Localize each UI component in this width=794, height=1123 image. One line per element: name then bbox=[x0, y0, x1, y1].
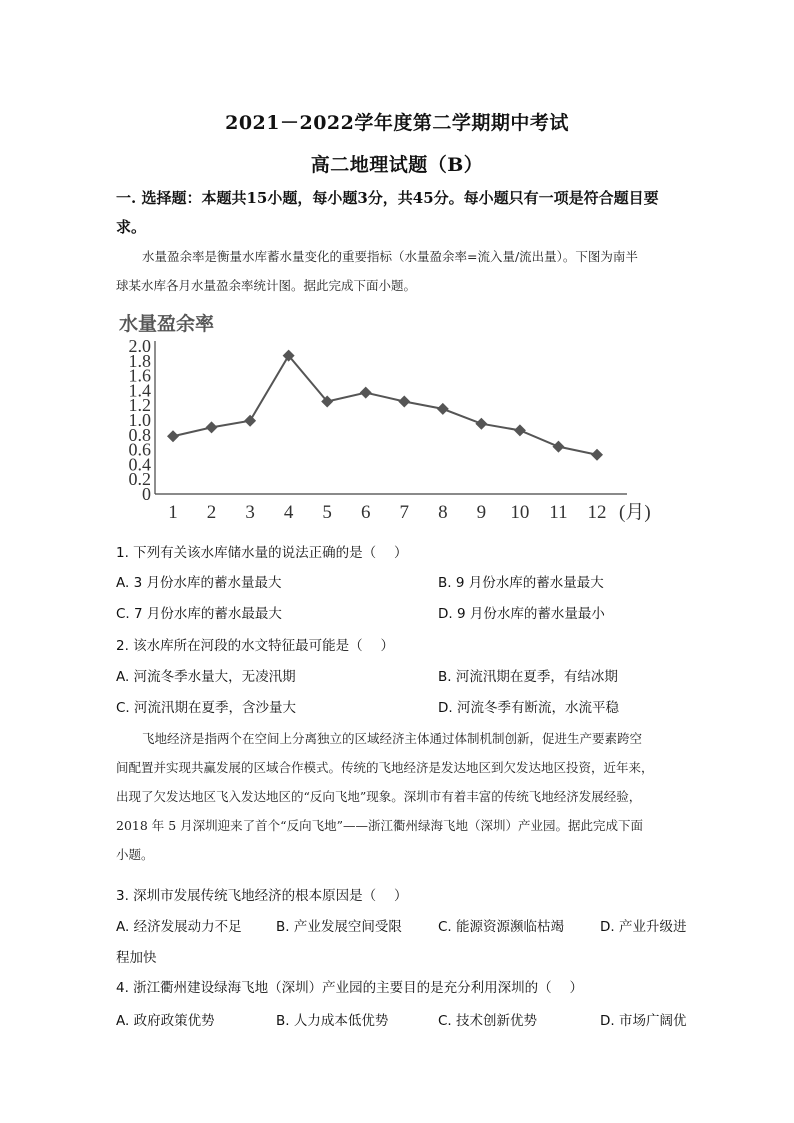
series-line bbox=[173, 356, 597, 455]
data-point-marker bbox=[591, 449, 603, 461]
y-tick-label: 0.6 bbox=[128, 439, 151, 460]
x-tick-label: 1 bbox=[168, 502, 178, 523]
x-tick-label: 9 bbox=[476, 502, 487, 523]
y-tick-label: 1.4 bbox=[128, 380, 151, 401]
q2-option-a[interactable]: A. 河流冬季水量大，无凌汛期 bbox=[116, 669, 296, 685]
y-tick-label: 0.8 bbox=[128, 424, 151, 445]
y-tick-label: 0.2 bbox=[128, 469, 151, 490]
chart-title: 水量盈余率 bbox=[119, 313, 215, 335]
q1-option-d[interactable]: D. 9 月份水库的蓄水量最小 bbox=[438, 606, 605, 622]
x-tick-label: 8 bbox=[438, 502, 448, 523]
x-tick-label: 11 bbox=[549, 502, 568, 523]
exam-title: 2021－2022学年度第二学期期中考试 bbox=[225, 112, 569, 134]
water-surplus-chart bbox=[115, 308, 660, 530]
q4-option-c[interactable]: C. 技术创新优势 bbox=[438, 1013, 538, 1029]
data-point-marker bbox=[552, 441, 564, 453]
q1-option-b[interactable]: B. 9 月份水库的蓄水量最大 bbox=[438, 575, 604, 591]
y-tick-label: 1.6 bbox=[128, 365, 151, 386]
q1-option-a[interactable]: A. 3 月份水库的蓄水量最大 bbox=[116, 575, 282, 591]
x-tick-label: 4 bbox=[283, 502, 294, 523]
question-4-stem: 4. 浙江衢州建设绿海飞地（深圳）产业园的主要目的是充分利用深圳的（ ） bbox=[116, 980, 583, 996]
passage-enclave-economy bbox=[116, 724, 696, 869]
passage-water-surplus bbox=[116, 242, 696, 300]
x-unit-label: (月) bbox=[619, 502, 651, 523]
q2-option-d[interactable]: D. 河流冬季有断流，水流平稳 bbox=[438, 700, 619, 716]
data-point-marker bbox=[437, 403, 449, 415]
y-tick-label: 1.2 bbox=[128, 395, 151, 416]
passage-line: 小题。 bbox=[116, 847, 154, 862]
q4-option-a[interactable]: A. 政府政策优势 bbox=[116, 1013, 215, 1029]
data-point-marker bbox=[398, 396, 410, 408]
data-point-marker bbox=[475, 418, 487, 430]
x-tick-label: 10 bbox=[510, 502, 530, 523]
passage-line: 间配置并实现共赢发展的区域合作模式。传统的飞地经济是发达地区到欠发达地区投资，近年来， bbox=[116, 760, 654, 775]
data-point-marker bbox=[514, 424, 526, 436]
question-3-stem: 3. 深圳市发展传统飞地经济的根本原因是（ ） bbox=[116, 888, 408, 904]
x-tick-label: 3 bbox=[245, 502, 255, 523]
x-tick-label: 6 bbox=[360, 502, 371, 523]
exam-subtitle: 高二地理试题（B） bbox=[310, 154, 484, 176]
x-tick-label: 7 bbox=[399, 502, 410, 523]
passage-line: 2018 年 5 月深圳迎来了首个“反向飞地”——浙江衢州绿海飞地（深圳）产业园。据此完成下面 bbox=[116, 818, 643, 833]
data-point-marker bbox=[206, 421, 218, 433]
q2-option-b[interactable]: B. 河流汛期在夏季，有结冰期 bbox=[438, 669, 618, 685]
x-tick-label: 2 bbox=[206, 502, 217, 523]
passage-line: 球某水库各月水量盈余率统计图。据此完成下面小题。 bbox=[116, 278, 417, 293]
y-tick-label: 2.0 bbox=[128, 336, 151, 356]
q1-option-c[interactable]: C. 7 月份水库的蓄水最最大 bbox=[116, 606, 282, 622]
data-point-marker bbox=[360, 387, 372, 399]
section-heading-cont: 求。 bbox=[116, 218, 147, 236]
data-point-marker bbox=[244, 415, 256, 427]
x-tick-label: 12 bbox=[587, 502, 607, 523]
question-2-stem: 2. 该水库所在河段的水文特征最可能是（ ） bbox=[116, 638, 394, 654]
question-1-stem: 1. 下列有关该水库储水量的说法正确的是（ ） bbox=[116, 545, 408, 561]
data-point-marker bbox=[167, 430, 179, 442]
y-tick-label: 1.8 bbox=[128, 350, 151, 371]
q3-option-d-continued: 程加快 bbox=[116, 950, 157, 966]
y-tick-label: 0.4 bbox=[128, 454, 151, 475]
q4-option-b[interactable]: B. 人力成本低优势 bbox=[276, 1013, 389, 1029]
q3-option-a[interactable]: A. 经济发展动力不足 bbox=[116, 919, 242, 935]
section-heading: 一. 选择题：本题共15小题，每小题3分，共45分。每小题只有一项是符合题目要 bbox=[116, 189, 659, 207]
q4-option-d[interactable]: D. 市场广阔优 bbox=[600, 1013, 687, 1029]
y-tick-label: 0 bbox=[142, 484, 151, 504]
q3-option-c[interactable]: C. 能源资源濒临枯竭 bbox=[438, 919, 565, 935]
passage-line: 水量盈余率是衡量水库蓄水量变化的重要指标（水量盈余率=流入量/流出量）。下图为南半 bbox=[142, 249, 638, 264]
passage-line: 飞地经济是指两个在空间上分离独立的区域经济主体通过体制机制创新，促进生产要素跨空 bbox=[142, 731, 643, 746]
q2-option-c[interactable]: C. 河流汛期在夏季，含沙量大 bbox=[116, 700, 297, 716]
q3-option-d[interactable]: D. 产业升级进 bbox=[600, 919, 687, 935]
q3-option-b[interactable]: B. 产业发展空间受限 bbox=[276, 919, 402, 935]
passage-line: 出现了欠发达地区飞入发达地区的“反向飞地”现象。深圳市有着丰富的传统飞地经济发展经验， bbox=[116, 789, 642, 804]
x-tick-label: 5 bbox=[322, 502, 332, 523]
y-tick-label: 1.0 bbox=[128, 410, 151, 430]
